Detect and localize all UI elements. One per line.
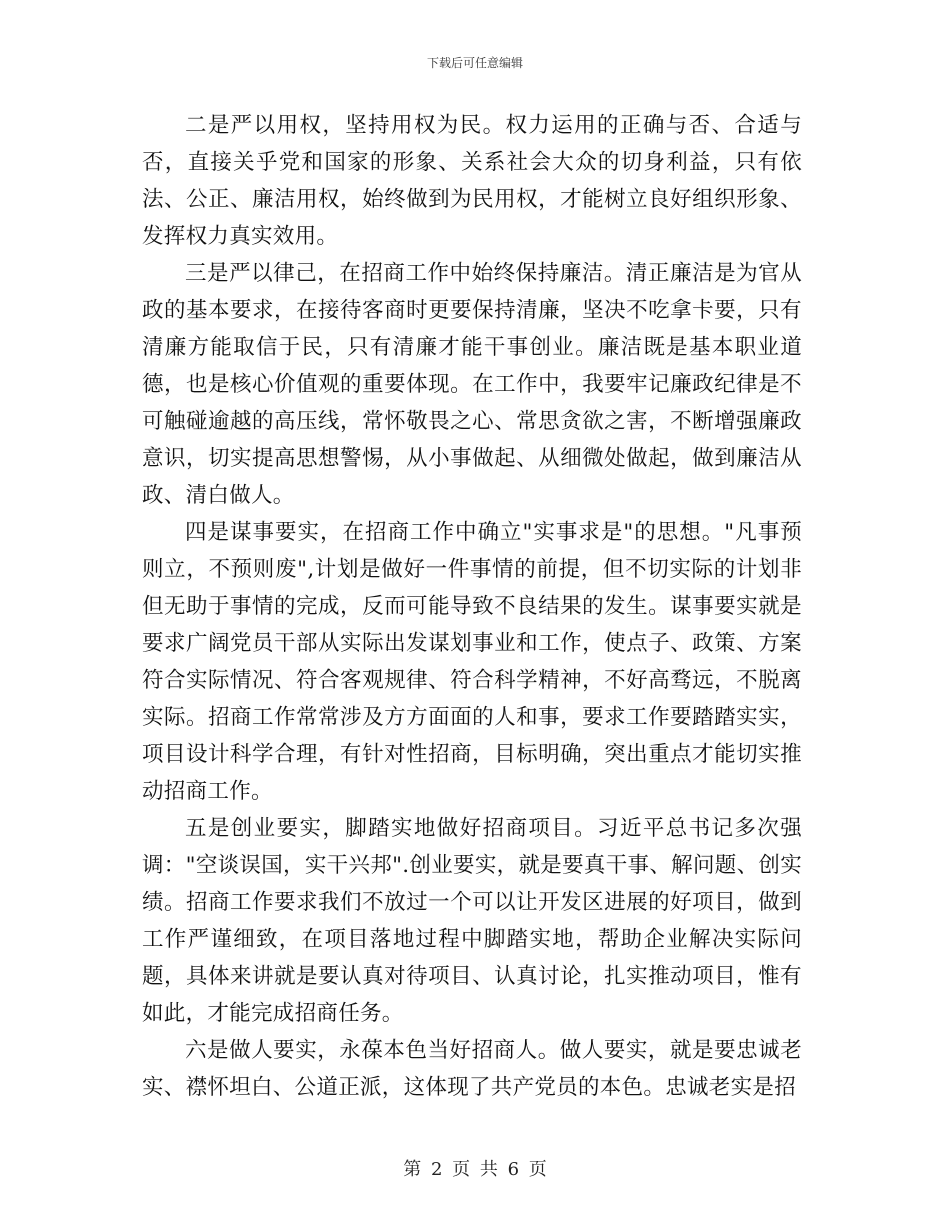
paragraph-3: 三是严以律己，在招商工作中始终保持廉洁。清正廉洁是为官从政的基本要求，在接待客商时更要保持清廉，坚决不吃拿卡要，只有清廉方能取信于民，只有清廉才能干事创业。廉洁既是基本职业道德，也是核心价值观的重要体现。在工作中，我要牢记廉政纪律是不可触碰逾越的高压线，常怀敬畏之心、常思贪欲之害，不断增强廉政意识，切实提高思想警惕，从小事做起、从细微处做起，做到廉洁从政、清白做人。 [142, 261, 802, 508]
document-body [142, 107, 802, 1106]
page-header-note: 下载后可任意编辑 [426, 56, 523, 70]
paragraph-5: 五是创业要实，脚踏实地做好招商项目。习近平总书记多次强调："空谈误国，实干兴邦".创业要实，就是要真干事、解问题、创实绩。招商工作要求我们不放过一个可以让开发区进展的好项目，做到工作严谨细致，在项目落地过程中脚踏实地，帮助企业解决实际问题，具体来讲就是要认真对待项目、认真讨论，扎实推动项目，惟有如此，才能完成招商任务。 [142, 816, 802, 1026]
paragraph-6: 六是做人要实，永葆本色当好招商人。做人要实，就是要忠诚老实、襟怀坦白、公道正派，这体现了共产党员的本色。忠诚老实是招 [142, 1038, 802, 1100]
paragraph-2: 二是严以用权，坚持用权为民。权力运用的正确与否、合适与否，直接关乎党和国家的形象、关系社会大众的切身利益，只有依法、公正、廉洁用权，始终做到为民用权，才能树立良好组织形象、发挥权力真实效用。 [142, 113, 802, 249]
page-number-footer: 第 2 页 共 6 页 [403, 1159, 547, 1180]
paragraph-4: 四是谋事要实，在招商工作中确立"实事求是"的思想。"凡事预则立，不预则废",计划是做好一件事情的前提，但不切实际的计划非但无助于事情的完成，反而可能导致不良结果的发生。谋事要实就是要求广阔党员干部从实际出发谋划事业和工作，使点子、政策、方案符合实际情况、符合客观规律、符合科学精神，不好高骛远，不脱离实际。招商工作常常涉及方方面面的人和事，要求工作要踏踏实实，项目设计科学合理，有针对性招商，目标明确，突出重点才能切实推动招商工作。 [142, 520, 802, 804]
